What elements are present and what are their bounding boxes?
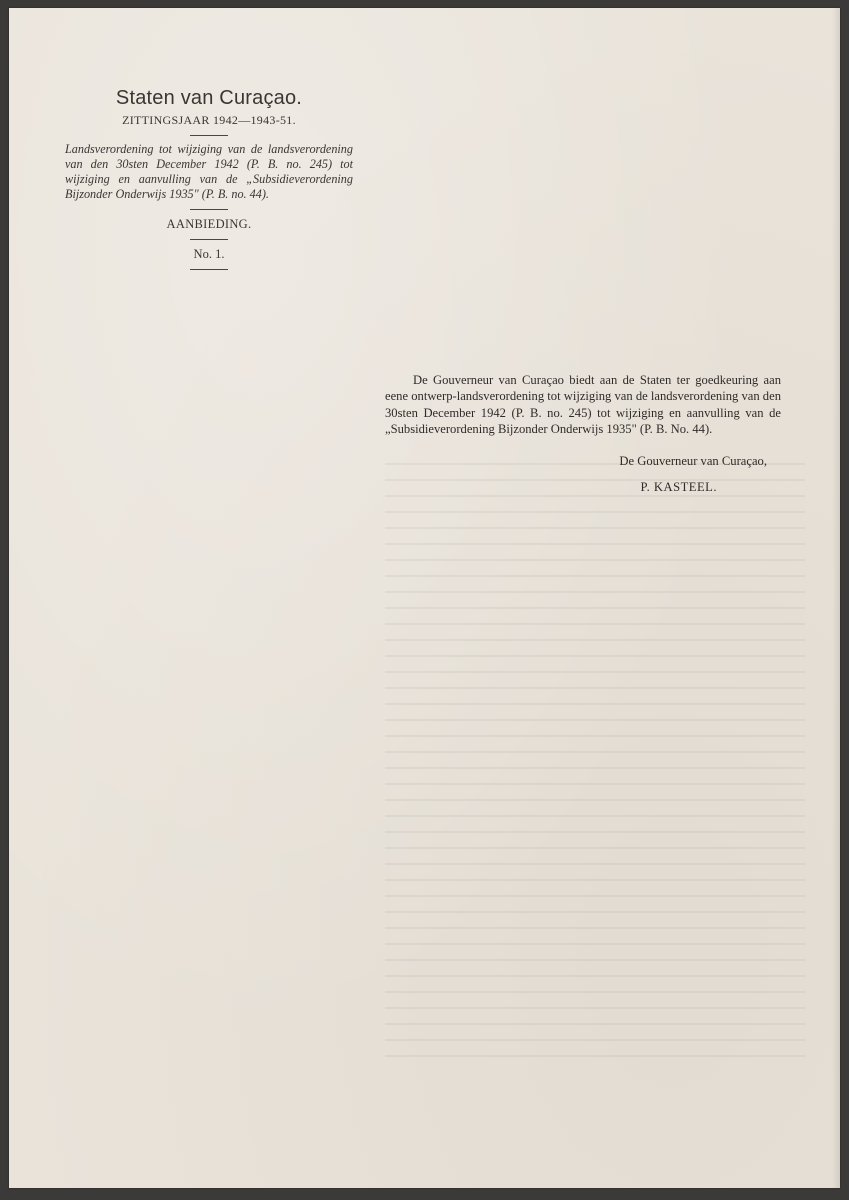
document-subject: Landsverordening tot wijziging van de landsverordening van den 30sten December 1942 (P. B. no. 245) tot wijziging en aanvulling van de „Subsidieverordening Bijzonder Onderwijs 1935" (P. B. no. 44). — [65, 142, 353, 201]
letter-signature: P. KASTEEL. — [640, 480, 717, 495]
divider-rule — [190, 239, 228, 240]
divider-rule — [190, 209, 228, 210]
letter-signoff: De Gouverneur van Curaçao, — [619, 453, 767, 468]
show-through-texture — [385, 463, 805, 1063]
divider-rule — [190, 135, 228, 136]
letter-body — [385, 372, 781, 495]
document-number: No. 1. — [193, 247, 225, 261]
document-page — [9, 8, 840, 1188]
divider-rule — [190, 269, 228, 270]
offer-label: AANBIEDING. — [166, 217, 252, 231]
document-title: Staten van Curaçao. — [115, 87, 303, 109]
document-header — [61, 86, 357, 276]
letter-paragraph: De Gouverneur van Curaçao biedt aan de Staten ter goedkeuring aan eene ontwerp-landsverordening tot wijziging van de landsverordening van den 30sten December 1942 (P. B. no. 245) tot wijziging en aanvulling van de „Subsidieverordening Bijzonder Onderwijs 1935" (P. B. No. 44). — [385, 373, 781, 437]
session-year: ZITTINGSJAAR 1942—1943-51. — [122, 113, 296, 127]
page-edge-shadow — [832, 8, 840, 1188]
